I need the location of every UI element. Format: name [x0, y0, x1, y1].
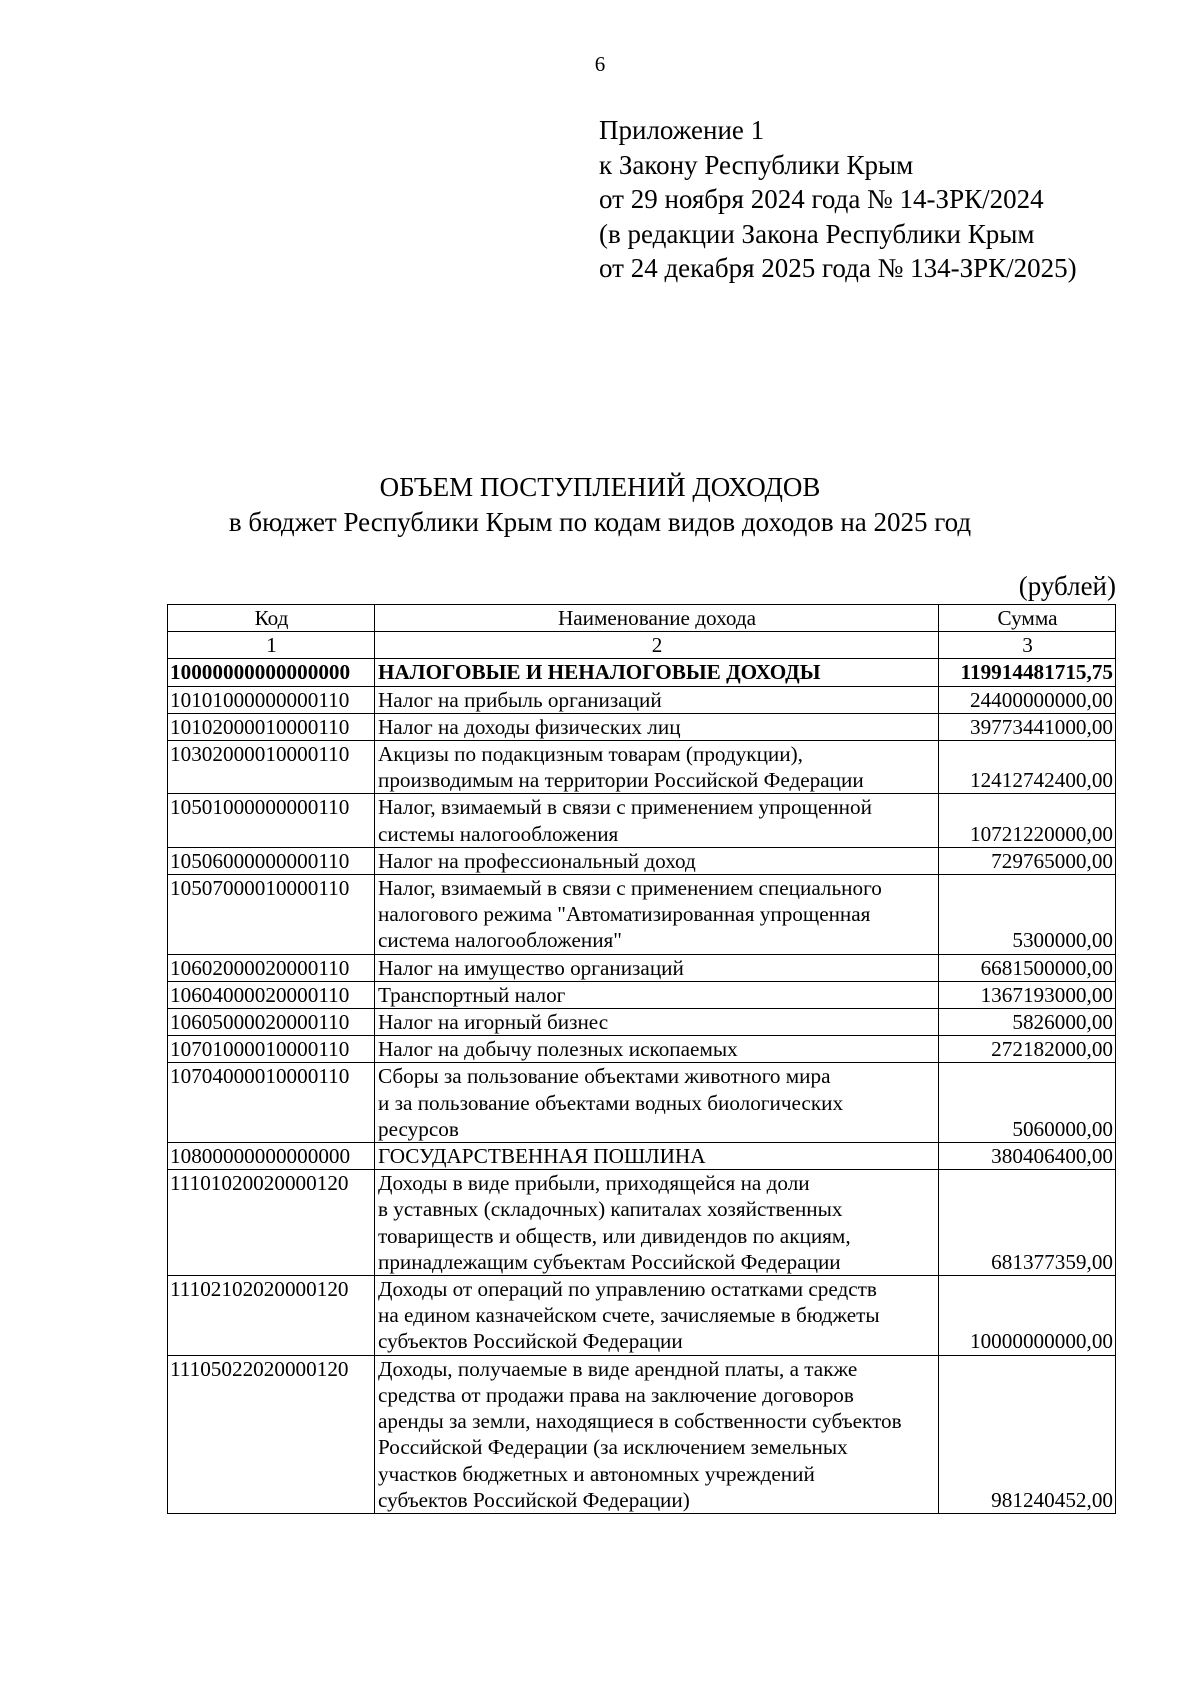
income-name-line: система налогообложения"	[378, 928, 622, 953]
column-number: 2	[375, 632, 939, 659]
table-row	[168, 875, 1116, 955]
income-name-line: Налог, взимаемый в связи с применением специального	[378, 876, 882, 901]
income-name-line: Налог на доходы физических лиц	[378, 714, 681, 739]
income-name	[375, 794, 939, 847]
appendix-line: от 24 декабря 2025 года № 134-ЗРК/2025)	[599, 253, 1077, 283]
income-amount: 5300000,00	[939, 875, 1116, 955]
income-name	[375, 713, 939, 740]
income-amount: 5060000,00	[939, 1063, 1116, 1143]
income-code: 10800000000000000	[168, 1143, 375, 1170]
income-name	[375, 1276, 939, 1356]
income-name-line: Налог на имущество организаций	[378, 955, 684, 980]
appendix-line: Приложение 1	[599, 115, 765, 145]
income-name-line: налогового режима "Автоматизированная упрощенная	[378, 902, 871, 927]
income-name-line: Сборы за пользование объектами животного мира	[378, 1064, 831, 1089]
income-name-line: системы налогообложения	[378, 821, 619, 846]
income-amount: 681377359,00	[939, 1170, 1116, 1276]
income-code: 11102102020000120	[168, 1276, 375, 1356]
income-name	[375, 686, 939, 713]
appendix-line: от 29 ноября 2024 года № 14-ЗРК/2024	[599, 184, 1044, 214]
appendix-header	[599, 113, 1077, 286]
income-name	[375, 1063, 939, 1143]
income-code: 10102000010000110	[168, 713, 375, 740]
table-row	[168, 954, 1116, 981]
table-row	[168, 713, 1116, 740]
income-name	[375, 981, 939, 1008]
income-amount: 6681500000,00	[939, 954, 1116, 981]
income-amount: 1367193000,00	[939, 981, 1116, 1008]
income-name-line: Акцизы по подакцизным товарам (продукции),	[378, 742, 803, 767]
income-amount: 24400000000,00	[939, 686, 1116, 713]
table-row	[168, 686, 1116, 713]
income-amount: 10000000000,00	[939, 1276, 1116, 1356]
income-name	[375, 1009, 939, 1036]
header-code: Код	[168, 605, 375, 632]
income-name	[375, 847, 939, 874]
header-amount: Сумма	[939, 605, 1116, 632]
income-code: 10605000020000110	[168, 1009, 375, 1036]
table-row	[168, 659, 1116, 686]
table-header-row	[168, 605, 1116, 632]
income-name-line: ресурсов	[378, 1116, 459, 1141]
income-name-line: аренды за земли, находящиеся в собственности субъектов	[378, 1409, 902, 1434]
income-amount: 5826000,00	[939, 1009, 1116, 1036]
income-code: 11105022020000120	[168, 1355, 375, 1513]
income-amount: 981240452,00	[939, 1355, 1116, 1513]
income-name-line: производимым на территории Российской Федерации	[378, 768, 864, 793]
income-name	[375, 1170, 939, 1276]
title-line-1: ОБЪЕМ ПОСТУПЛЕНИЙ ДОХОДОВ	[379, 472, 821, 502]
income-name	[375, 1143, 939, 1170]
table-row	[168, 1170, 1116, 1276]
income-name-line: Налог на добычу полезных ископаемых	[378, 1037, 738, 1062]
income-amount: 272182000,00	[939, 1036, 1116, 1063]
income-name-line: Налог на игорный бизнес	[378, 1010, 609, 1035]
income-name	[375, 875, 939, 955]
income-name-line: НАЛОГОВЫЕ И НЕНАЛОГОВЫЕ ДОХОДЫ	[378, 660, 821, 685]
income-code: 10507000010000110	[168, 875, 375, 955]
table-column-numbers-row	[168, 632, 1116, 659]
income-amount: 39773441000,00	[939, 713, 1116, 740]
income-name-line: Российской Федерации (за исключением земельных	[378, 1435, 848, 1460]
table-row	[168, 847, 1116, 874]
income-name-line: ГОСУДАРСТВЕННАЯ ПОШЛИНА	[378, 1144, 706, 1169]
income-name-line: субъектов Российской Федерации	[378, 1329, 683, 1354]
income-name-line: в уставных (складочных) капиталах хозяйственных	[378, 1197, 843, 1222]
income-name-line: Доходы, получаемые в виде арендной платы, а также	[378, 1356, 858, 1381]
appendix-line: (в редакции Закона Республики Крым	[599, 218, 1035, 249]
income-name-line: Транспортный налог	[378, 982, 566, 1007]
income-amount: 10721220000,00	[939, 794, 1116, 847]
income-code: 10000000000000000	[168, 659, 375, 686]
title-line-2: в бюджет Республики Крым по кодам видов доходов на 2025 год	[228, 507, 972, 537]
income-amount: 12412742400,00	[939, 741, 1116, 794]
revenue-table	[167, 604, 1116, 1514]
table-row	[168, 794, 1116, 847]
column-number: 3	[939, 632, 1116, 659]
income-code: 10602000020000110	[168, 954, 375, 981]
income-amount: 119914481715,75	[939, 659, 1116, 686]
income-name	[375, 659, 939, 686]
income-name	[375, 1355, 939, 1513]
income-code: 10302000010000110	[168, 741, 375, 794]
income-name-line: товариществ и обществ, или дивидендов по акциям,	[378, 1223, 851, 1248]
income-name-line: Налог, взимаемый в связи с применением упрощенной	[378, 795, 872, 820]
income-name-line: и за пользование объектами водных биологических	[378, 1090, 844, 1115]
table-row	[168, 1009, 1116, 1036]
income-amount: 729765000,00	[939, 847, 1116, 874]
page-number: 6	[594, 52, 606, 76]
appendix-line: к Закону Республики Крым	[599, 149, 914, 180]
income-name-line: на едином казначейском счете, зачисляемые в бюджеты	[378, 1303, 880, 1328]
document-title	[0, 470, 1200, 540]
income-code: 11101020020000120	[168, 1170, 375, 1276]
income-code: 10506000000000110	[168, 847, 375, 874]
table-row	[168, 741, 1116, 794]
income-name	[375, 741, 939, 794]
income-amount: 380406400,00	[939, 1143, 1116, 1170]
income-code: 10604000020000110	[168, 981, 375, 1008]
income-name-line: участков бюджетных и автономных учреждений	[378, 1461, 815, 1486]
income-name	[375, 1036, 939, 1063]
table-row	[168, 1355, 1116, 1513]
table-row	[168, 1143, 1116, 1170]
income-name-line: Доходы от операций по управлению остатками средств	[378, 1277, 877, 1302]
income-name-line: субъектов Российской Федерации)	[378, 1487, 690, 1512]
column-number: 1	[168, 632, 375, 659]
income-name-line: Налог на прибыль организаций	[378, 687, 662, 712]
table-row	[168, 1276, 1116, 1356]
income-code: 10701000010000110	[168, 1036, 375, 1063]
income-name	[375, 954, 939, 981]
income-name-line: Налог на профессиональный доход	[378, 848, 696, 873]
units-label: (рублей)	[1018, 571, 1116, 601]
income-code: 10101000000000110	[168, 686, 375, 713]
income-name-line: средства от продажи права на заключение договоров	[378, 1382, 854, 1407]
table-row	[168, 981, 1116, 1008]
income-code: 10704000010000110	[168, 1063, 375, 1143]
table-row	[168, 1036, 1116, 1063]
income-code: 10501000000000110	[168, 794, 375, 847]
header-name: Наименование дохода	[375, 605, 939, 632]
income-name-line: принадлежащим субъектам Российской Федерации	[378, 1249, 841, 1274]
income-name-line: Доходы в виде прибыли, приходящейся на доли	[378, 1171, 810, 1196]
table-row	[168, 1063, 1116, 1143]
